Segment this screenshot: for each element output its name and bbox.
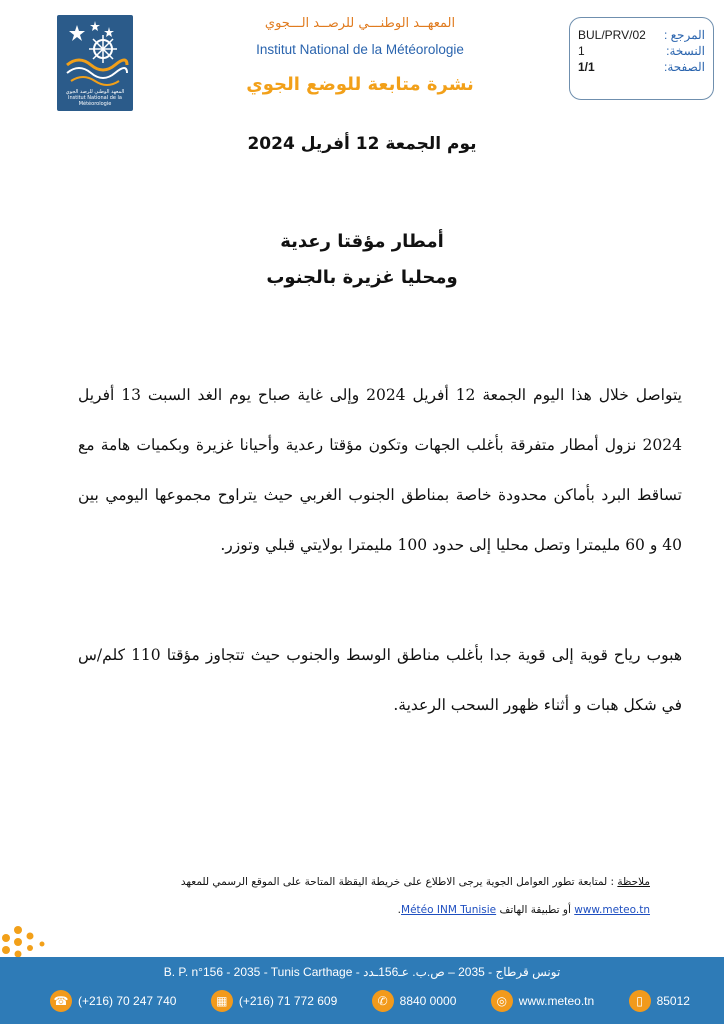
headline — [150, 224, 574, 296]
contact-phone-text: (+216) 71 772 609 — [238, 994, 338, 1008]
globe-icon: ◎ — [491, 990, 513, 1012]
reference-box — [569, 17, 714, 100]
logo-caption — [57, 89, 133, 107]
institute-name-fr: Institut National de la Météorologie — [256, 42, 464, 57]
contact-fax — [50, 990, 176, 1012]
reference-value: BUL/PRV/02 — [578, 28, 646, 42]
note-label: ملاحظة — [617, 876, 650, 888]
reference-row — [578, 27, 705, 43]
institute-logo — [57, 15, 133, 111]
page-value: 1/1 — [578, 60, 595, 74]
forecast-paragraph-wind: هبوب رياح قوية إلى قوية جدا بأغلب مناطق الوسط والجنوب حيث تتجاوز مؤقتا 110 كلم/س في شكل هبات و أثناء ظهور السحب الرعدية. — [78, 646, 682, 714]
note-end: . — [397, 904, 402, 916]
website-link[interactable]: www.meteo.tn — [574, 904, 650, 916]
app-link[interactable]: Météo INM Tunisie — [401, 904, 497, 916]
contact-hotline-text: 8840 0000 — [399, 994, 457, 1008]
contact-phone — [211, 990, 337, 1012]
footer-contacts — [50, 987, 690, 1015]
headline-line-2: ومحليا غزيرة بالجنوب — [266, 267, 458, 288]
page-label: الصفحة: — [664, 60, 705, 74]
note — [78, 868, 650, 924]
mobile-icon: ▯ — [629, 990, 651, 1012]
institute-name-ar: المعهــد الوطنـــي للرصــد الـــجوي — [264, 16, 456, 31]
contact-website[interactable] — [491, 990, 594, 1012]
contact-website-text[interactable]: www.meteo.tn — [518, 994, 595, 1008]
note-or-text: أو تطبيقة الهاتف — [496, 904, 575, 916]
reference-label: المرجع : — [663, 28, 705, 42]
contact-mobile — [629, 990, 690, 1012]
footer — [0, 957, 724, 1024]
page-row — [578, 59, 705, 75]
headline-line-1: أمطار مؤقتا رعدية — [280, 231, 444, 252]
note-text: : لمتابعة تطور العوامل الجوية يرجى الاطلاع على خريطة اليقظة المتاحة على الموقع الرسمي للمعهد — [180, 876, 618, 888]
bulletin-title: نشرة متابعة للوضع الجوي — [246, 74, 474, 95]
logo-caption-fr: Institut National de la Météorologie — [68, 95, 122, 107]
phone-icon: ▦ — [211, 990, 233, 1012]
bulletin-date: يوم الجمعة 12 أفريل 2024 — [247, 134, 477, 154]
contact-fax-text: (+216) 70 247 740 — [78, 994, 177, 1008]
copy-value: 1 — [578, 44, 585, 58]
logo-caption-ar: المعهد الوطني للرصد الجوي — [65, 89, 125, 95]
fax-icon: ☎ — [50, 990, 72, 1012]
logo-emblem-icon — [57, 15, 133, 95]
footer-address: B. P. n°156 - 2035 - Tunis Carthage - تونس قرطاج - 2035 – ص.ب. عـ156ـدد — [163, 965, 561, 979]
copy-row — [578, 43, 705, 59]
contact-mobile-text: 85012 — [656, 994, 690, 1008]
copy-label: النسخة: — [666, 44, 705, 58]
contact-hotline — [372, 990, 457, 1012]
forecast-paragraph-rain: يتواصل خلال هذا اليوم الجمعة 12 أفريل 2024 وإلى غاية صباح يوم الغد السبت 13 أفريل 2024 نزول أمطار متفرقة بأغلب الجهات وتكون مؤقتا رعدية وأحيانا غزيرة وبكميات هامة مع تساقط البرد بأماكن محدودة خاصة بمناطق الجنوب الغربي حيث يتراوح مجموعها اليومي بين 40 و 60 مليمترا وتصل محليا إلى حدود 100 مليمترا بولايتي قبلي وتوزر. — [78, 386, 682, 554]
hotline-icon: ✆ — [372, 990, 394, 1012]
